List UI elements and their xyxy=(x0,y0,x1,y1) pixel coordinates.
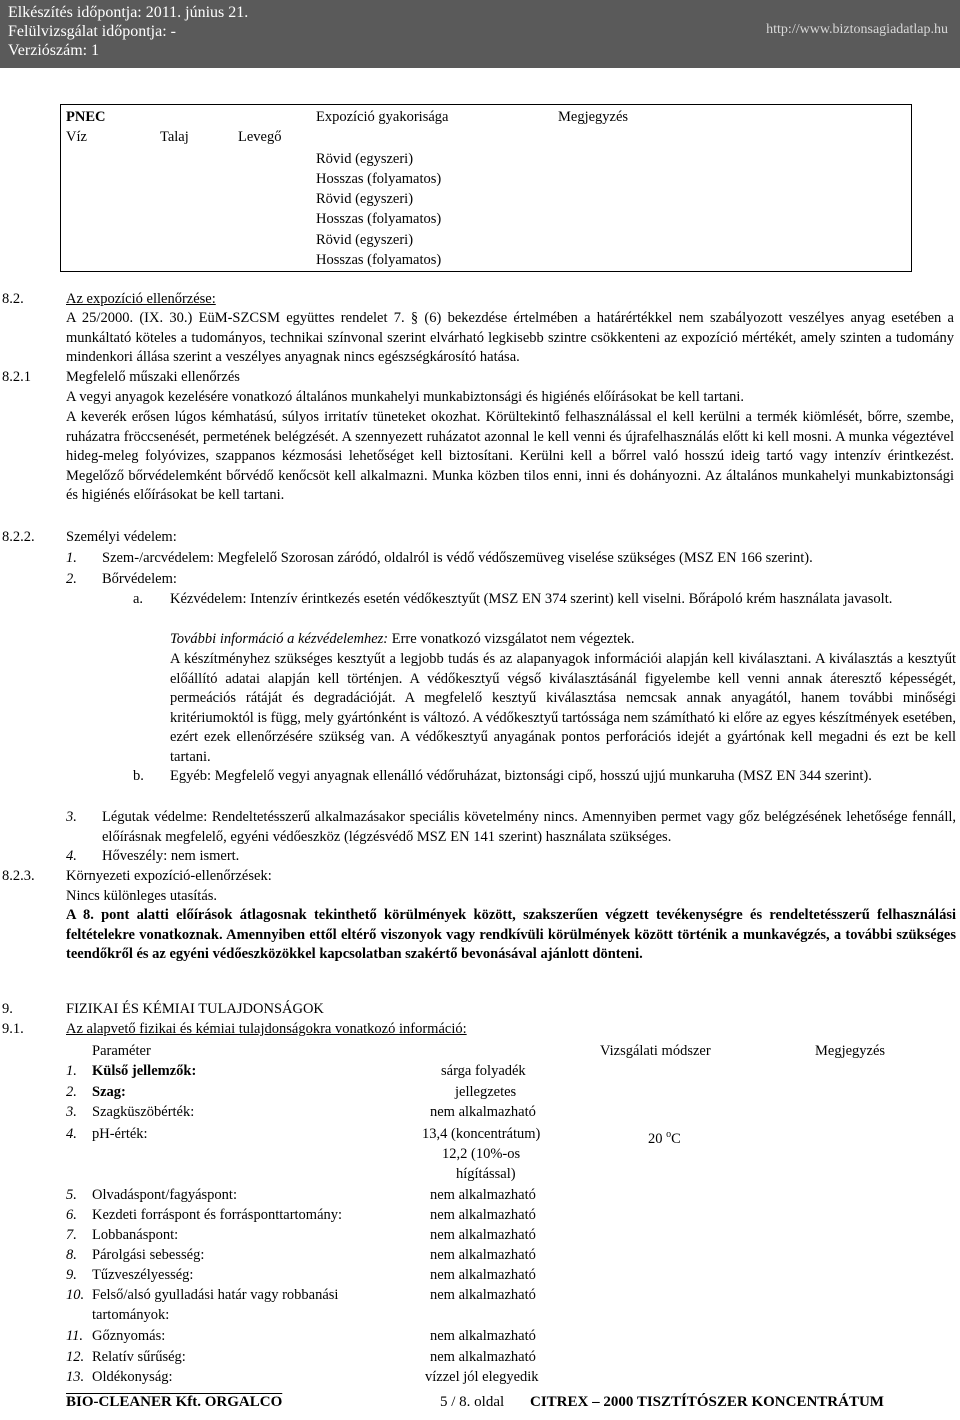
property-value: nem alkalmazható xyxy=(430,1187,536,1203)
table-row: Hosszas (folyamatos) xyxy=(316,252,442,268)
property-name: Felső/alsó gyulladási határ vagy robbanási xyxy=(92,1287,339,1303)
pnec-label: PNEC xyxy=(66,109,106,125)
section-title: Környezeti expozíció-ellenőrzések: xyxy=(66,868,272,884)
paragraph: Nincs különleges utasítás. xyxy=(66,888,218,904)
property-name: tartományok: xyxy=(92,1307,170,1323)
section-number: 8.2.2. xyxy=(2,529,35,545)
row-number: 10. xyxy=(66,1287,85,1303)
row-number: 6. xyxy=(66,1207,77,1223)
row-number: 4. xyxy=(66,1126,77,1142)
section-number: 8.2.3. xyxy=(2,868,35,884)
property-name: pH-érték: xyxy=(92,1126,148,1142)
row-number: 3. xyxy=(66,1104,77,1120)
test-method: 20 $^o$C xyxy=(648,1129,681,1147)
section-title: Személyi védelem: xyxy=(66,529,177,545)
footer-product: CITREX – 2000 TISZTÍTÓSZER KONCENTRÁTUM xyxy=(530,1394,884,1410)
soil-label: Talaj xyxy=(160,129,189,145)
list-number: 1. xyxy=(66,550,77,566)
row-number: 11. xyxy=(66,1328,84,1344)
property-name: Kezdeti forráspont és forrásponttartomány: xyxy=(92,1207,343,1223)
property-name: Tűzveszélyesség: xyxy=(92,1267,194,1283)
list-item: Légutak védelme: Rendeltetésszerű alkalmazásakor speciális követelmény nincs. Amennyiben permet vagy gőz belégzésének lehetősége fennáll, előírásnak megfelelő, egyéni védőeszköz (légzésvédő MSZ EN 141 szerint) használata szükséges. xyxy=(102,809,956,845)
document-header xyxy=(0,0,960,68)
section-title: Az expozíció ellenőrzése: xyxy=(66,291,216,307)
list-item: Egyéb: Megfelelő vegyi anyagnak ellenálló védőruházat, biztonsági cipő, hosszú ujjú munkaruha (MSZ EN 344 szerint). xyxy=(170,768,872,784)
row-number: 13. xyxy=(66,1369,85,1385)
row-number: 8. xyxy=(66,1247,77,1263)
row-number: 2. xyxy=(66,1084,77,1100)
row-number: 5. xyxy=(66,1187,77,1203)
exposure-frequency-header: Expozíció gyakorisága xyxy=(316,109,449,125)
section-number: 9.1. xyxy=(2,1021,24,1037)
table-row: Rövid (egyszeri) xyxy=(316,191,414,207)
list-number: b. xyxy=(133,768,144,784)
list-item: Kézvédelem: Intenzív érintkezés esetén védőkesztyűt (MSZ EN 374 szerint) kell viselni. Bőrápoló krém használata javasolt. xyxy=(170,591,893,607)
list-number: 2. xyxy=(66,571,77,587)
section-title: Megfelelő műszaki ellenőrzés xyxy=(66,369,240,385)
property-value: sárga folyadék xyxy=(441,1063,526,1079)
property-value: vízzel jól elegyedik xyxy=(425,1369,539,1385)
creation-date: Elkészítés időpontja: 2011. június 21. xyxy=(8,4,249,21)
property-name: Párolgási sebesség: xyxy=(92,1247,205,1263)
property-name: Szagküszöbérték: xyxy=(92,1104,195,1120)
property-name: Lobbanáspont: xyxy=(92,1227,179,1243)
paragraph: A készítményhez szükséges kesztyűt a legjobb tudás és az alapanyagok információi alapján kell kiválasztani. A kiválasztás a kesztyűt előállító adatai alapján kell történjen. A védőkesztyű végső kiválasztásánál figyelembe kell venni annak áteresztő képességét, permeációs rátáját és degradációját. A megfelelő kesztyű kiválasztása nemcsak annak anyagától, hanem további minőségi kritériumoktól is függ, mely gyártónként is változó. A védőkesztyű tartóssága nem számítható ki előre az egyes készítmények esetében, ezért ezek ellenőrzésére szükség van. A védőkesztyű anyagának pontos perforációs idejét a gyártónak kell megadni és ezt be kell tartani. xyxy=(170,651,957,765)
property-name: Külső jellemzők: xyxy=(92,1063,197,1079)
header-meta xyxy=(8,3,248,60)
column-header: Vizsgálati módszer xyxy=(600,1043,711,1059)
property-value: hígítással) xyxy=(456,1166,516,1182)
revision-date: Felülvizsgálat időpontja: - xyxy=(8,23,176,40)
column-header: Paraméter xyxy=(92,1043,151,1059)
property-value: nem alkalmazható xyxy=(430,1328,536,1344)
footer-page-number: 5 / 8. oldal xyxy=(440,1394,505,1410)
row-number: 1. xyxy=(66,1063,77,1079)
footer-company: BIO-CLEANER Kft. ORGALCO xyxy=(66,1394,283,1410)
property-value: 12,2 (10%-os xyxy=(442,1146,521,1162)
exposure-paragraph: A 25/2000. (IX. 30.) EüM-SZCSM együttes rendelet 7. § (6) bekezdése értelmében a határértékkel nem szabályozott veszélyes anyag esetében a munkáltató köteles a tudományos, technikai színvonal szerint elvárható legkisebb szintre csökkenteni az expozíció mértékét, amely szinten a tudomány mindenkori állása szerint a veszélyes anyagnak nincs egészségkárosító hatása. xyxy=(66,310,954,365)
property-value: nem alkalmazható xyxy=(430,1349,536,1365)
property-name: Oldékonyság: xyxy=(92,1369,173,1385)
section-number: 8.2. xyxy=(2,291,24,307)
list-item: Bőrvédelem: xyxy=(102,571,177,587)
list-item: Szem-/arcvédelem: Megfelelő Szorosan záródó, oldalról is védő védőszemüveg viselése szükséges (MSZ EN 166 szerint). xyxy=(102,550,813,566)
row-number: 7. xyxy=(66,1227,77,1243)
remark-header: Megjegyzés xyxy=(558,109,629,125)
property-name: Gőznyomás: xyxy=(92,1328,166,1344)
table-row: Hosszas (folyamatos) xyxy=(316,171,442,187)
header-url[interactable]: http://www.biztonsagiadatlap.hu xyxy=(766,22,948,37)
version-number: Verziószám: 1 xyxy=(8,42,100,59)
property-value: nem alkalmazható xyxy=(430,1104,536,1120)
property-value: nem alkalmazható xyxy=(430,1227,536,1243)
property-value: nem alkalmazható xyxy=(430,1207,536,1223)
section-title: FIZIKAI ÉS KÉMIAI TULAJDONSÁGOK xyxy=(66,1001,324,1017)
property-name: Olvadáspont/fagyáspont: xyxy=(92,1187,237,1203)
section-title: Az alapvető fizikai és kémiai tulajdonságokra vonatkozó információ: xyxy=(66,1021,467,1037)
property-name: Szag: xyxy=(92,1084,126,1100)
property-value: nem alkalmazható xyxy=(430,1267,536,1283)
paragraph: A keverék erősen lúgos kémhatású, súlyos irritatív tüneteket okozhat. Körültekintő felhasználással el kell kerülni a termék kiömlését, bőrre, szembe, ruházatra fröccsenését, permetének belégzését. A szennyezett ruházatot azonnal le kell venni és újrafelhasználás előtt ki kell mosni. A munka végeztével hideg-meleg folyóvizes, szappanos kézmosási lehetőséget kell biztosítani. Kerülni kell a bőrrel való hosszú ideig tartó vagy intenzív érintkezést. Megelőző bőrvédelemként bőrvédő kenőcsöt kell alkalmazni. Munka közben tilos enni, inni és dohányozni. Az általános munkahelyi munkabiztonsági és higiénés előírásokat be kell tartani. xyxy=(66,409,954,503)
property-value: jellegzetes xyxy=(455,1084,517,1100)
property-name: Relatív sűrűség: xyxy=(92,1349,186,1365)
paragraph: A vegyi anyagok kezelésére vonatkozó általános munkahelyi munkabiztonsági és higiénés előírásokat be kell tartani. xyxy=(66,389,745,405)
row-number: 9. xyxy=(66,1267,77,1283)
water-label: Víz xyxy=(66,129,87,145)
list-number: a. xyxy=(133,591,144,607)
list-number: 3. xyxy=(66,809,77,825)
table-row: Rövid (egyszeri) xyxy=(316,232,414,248)
section-number: 8.2.1 xyxy=(2,369,31,385)
bold-notice: A 8. pont alatti előírások átlagosnak tekinthető körülmények között, szakszerűen végzett tevékenységre és rendeltetésszerű felhasználási feltételekre vonatkoznak. Amennyiben ettől eltérő viszonyok vagy rendkívüli körülmények között történik a munkavégzés, a további szükséges teendőkről és az egyéni védőeszközökkel kapcsolatban szakértő bevonásával ajánlott dönteni. xyxy=(66,907,956,962)
property-value: nem alkalmazható xyxy=(430,1247,536,1263)
column-header: Megjegyzés xyxy=(815,1043,886,1059)
paragraph: További információ a kézvédelemhez: Erre vonatkozó vizsgálatot nem végeztek. xyxy=(170,631,635,647)
property-value: nem alkalmazható xyxy=(430,1287,536,1303)
list-item: Hőveszély: nem ismert. xyxy=(102,848,240,864)
section-number: 9. xyxy=(2,1001,13,1017)
list-number: 4. xyxy=(66,848,77,864)
table-row: Rövid (egyszeri) xyxy=(316,151,414,167)
air-label: Levegő xyxy=(238,129,282,145)
property-value: 13,4 (koncentrátum) xyxy=(422,1126,541,1142)
row-number: 12. xyxy=(66,1349,85,1365)
table-row: Hosszas (folyamatos) xyxy=(316,211,442,227)
